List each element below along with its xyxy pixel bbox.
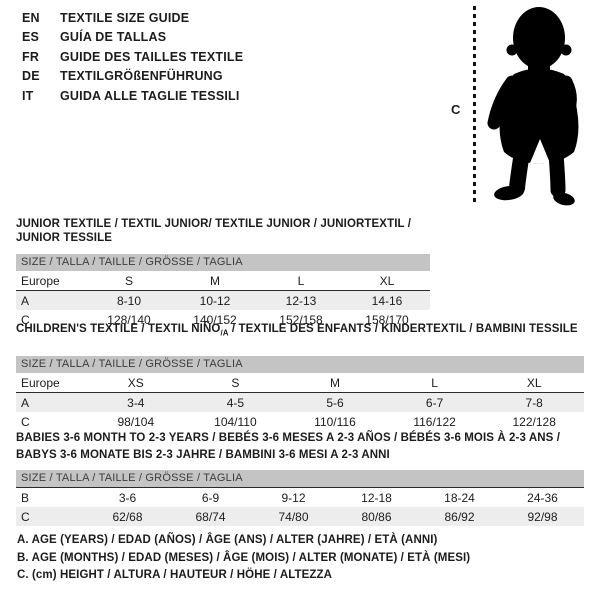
section-title-text: CHILDREN'S TEXTILE / TEXTIL NIÑO (16, 323, 221, 335)
language-code: EN (22, 11, 40, 25)
cell: 8-10 (116, 293, 142, 308)
cell: 62/68 (112, 509, 143, 524)
row-label: C (21, 312, 30, 327)
cell: 116/122 (413, 414, 456, 429)
language-title: TEXTILGRÖßENFÜHRUNG (60, 69, 223, 84)
table-row-height (16, 412, 584, 431)
size-column-header: M (172, 271, 258, 291)
cell: 5-6 (326, 395, 344, 410)
language-row-en (22, 9, 243, 28)
size-header-bar: SIZE / TALLA / TAILLE / GRÖSSE / TAGLIA (16, 254, 430, 271)
cell: 7-8 (525, 395, 543, 410)
cell: 110/116 (314, 414, 356, 429)
size-column-header: M (285, 373, 385, 393)
language-row-es (22, 28, 243, 47)
section-title-line1: BABIES 3-6 MONTH TO 2-3 YEARS / BEBÉS 3-6 MESES A 2-3 AÑOS / BÉBÉS 3-6 MOIS À 2-3 ANS / (16, 432, 560, 444)
size-column-header: L (385, 373, 485, 393)
cell: 104/110 (214, 414, 257, 429)
table-row-height (16, 507, 584, 526)
region-label-cell: Europe (16, 271, 86, 291)
legend-note-c: C. (cm) HEIGHT / ALTURA / HAUTEUR / HÖHE / ALTEZZA (17, 569, 333, 582)
junior-textile-section (16, 217, 430, 329)
size-column-header: S (86, 271, 172, 291)
row-label: A (21, 293, 30, 308)
region-label-cell: Europe (16, 373, 86, 393)
baby-silhouette (482, 2, 598, 212)
language-row-it (22, 87, 243, 106)
section-title-line2: BABYS 3-6 MONATE BIS 2-3 JAHRE / BAMBINI 3-6 MESI A 2-3 ANNI (16, 449, 390, 461)
cell: 122/128 (512, 414, 556, 429)
language-code: FR (22, 49, 40, 64)
language-code: IT (22, 88, 34, 103)
cell: 92/98 (527, 509, 558, 524)
section-title-subscript: /A (220, 328, 229, 338)
size-header-bar: SIZE / TALLA / TAILLE / GRÖSSE / TAGLIA (16, 356, 584, 373)
size-header-bar: SIZE / TALLA / TAILLE / GRÖSSE / TAGLIA (16, 470, 584, 488)
row-label: A (21, 395, 30, 410)
table-header-row (16, 271, 430, 291)
height-measure-label: C (451, 102, 461, 117)
size-column-header: XL (344, 271, 430, 291)
language-title: TEXTILE SIZE GUIDE (60, 11, 190, 25)
cell: 3-4 (127, 395, 145, 410)
language-title: GUIDE DES TAILLES TEXTILE (60, 49, 244, 64)
legend-notes (17, 532, 470, 585)
size-column-header: L (258, 271, 344, 291)
size-column-header: XL (484, 373, 584, 393)
row-label: B (21, 490, 30, 505)
junior-size-table (16, 271, 430, 329)
cell: 4-5 (226, 395, 245, 410)
cell: 14-16 (371, 293, 403, 308)
cell: 12-18 (361, 490, 392, 505)
cell: 128/140 (107, 312, 151, 327)
childrens-textile-section (16, 322, 584, 431)
cell: 80/86 (361, 509, 392, 524)
table-row-age (16, 393, 584, 413)
size-column-header: S (186, 373, 286, 393)
cell: 12-13 (285, 293, 317, 308)
height-measure-dashed-line (473, 6, 476, 206)
cell: 140/152 (193, 312, 237, 327)
language-title-list (22, 9, 243, 106)
legend-note-a: A. AGE (YEARS) / EDAD (AÑOS) / ÂGE (ANS) / ALTER (JAHRE) / ETÀ (ANNI) (17, 534, 438, 546)
row-label: C (21, 509, 30, 524)
language-code: DE (22, 69, 40, 84)
table-row-age-months (16, 488, 584, 507)
babies-textile-section (16, 430, 584, 526)
cell: 68/74 (195, 509, 226, 524)
cell: 6-9 (201, 490, 220, 505)
cell: 24-36 (527, 490, 558, 505)
cell: 3-6 (118, 490, 137, 505)
table-header-row (16, 373, 584, 393)
cell: 86/92 (444, 509, 475, 524)
cell: 10-12 (199, 293, 231, 308)
cell: 9-12 (281, 490, 306, 505)
row-label: C (21, 414, 30, 429)
section-title-text: / TEXTILE DES ENFANTS / KINDERTEXTIL / BAMBINI TESSILE (228, 323, 578, 335)
section-title (16, 322, 584, 340)
legend-note-b: B. AGE (MONTHS) / EDAD (MESES) / ÂGE (MOIS) / ALTER (MONATE) / ETÀ (MESI) (17, 551, 471, 564)
cell: 74/80 (278, 509, 309, 524)
cell: 152/158 (279, 312, 323, 327)
language-title: GUIDA ALLE TAGLIE TESSILI (60, 88, 240, 103)
cell: 158/170 (365, 312, 409, 327)
cell: 98/104 (117, 414, 155, 429)
cell: 18-24 (444, 490, 475, 505)
children-size-table (16, 373, 584, 431)
section-title (16, 430, 584, 464)
language-code: ES (22, 30, 40, 45)
cell: 6-7 (425, 395, 444, 410)
babies-size-table (16, 488, 584, 526)
table-row-age (16, 291, 430, 311)
size-column-header: XS (86, 373, 186, 393)
section-title: JUNIOR TEXTILE / TEXTIL JUNIOR/ TEXTILE JUNIOR / JUNIORTEXTIL / JUNIOR TESSILE (16, 218, 412, 244)
language-row-de (22, 67, 243, 86)
language-title: GUÍA DE TALLAS (60, 30, 167, 45)
language-row-fr (22, 48, 243, 67)
